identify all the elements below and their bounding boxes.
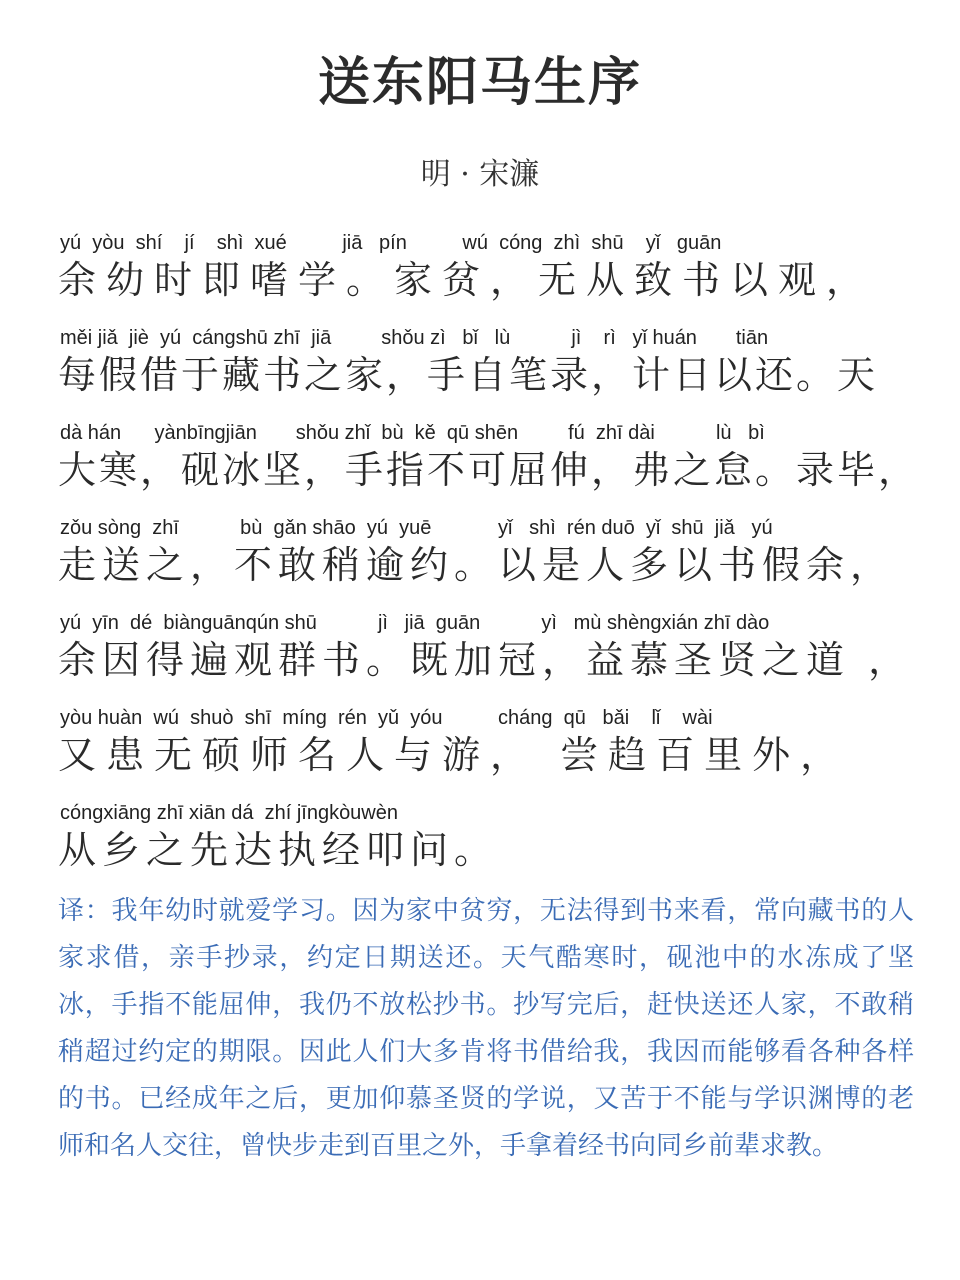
hanzi-line: 走送之，不敢稍逾约。以是人多以书假余，: [58, 543, 895, 587]
hanzi-line: 大寒，砚冰坚，手指不可屈伸，弗之怠。录毕，: [58, 448, 920, 492]
hanzi-line: 每假借于藏书之家，手自笔录，计日以还。天: [58, 353, 879, 397]
pinyin-line: dà hán yànbīngjiān shǒu zhǐ bù kě qū shēn fú zhī dài lù bì: [60, 422, 765, 444]
pinyin-line: yú yīn dé biànguānqún shū jì jiā guān yì mù shèngxián zhī dào: [60, 612, 770, 634]
text-line-3: [58, 418, 920, 513]
pinyin-line: yú yòu shí jí shì xué jiā pín wú cóng zhì shū yǐ guān: [60, 232, 722, 254]
author-line: 明 · 宋濂: [420, 157, 540, 192]
text-line-6: [58, 703, 908, 798]
hanzi-line: 余幼时即嗜学。家贫，无从致书以观，: [58, 258, 875, 302]
original-text: [58, 228, 920, 893]
text-line-2: [58, 323, 908, 418]
pinyin-line: zǒu sòng zhī bù gǎn shāo yú yuē yǐ shì rén duō yǐ shū jiǎ yú: [60, 517, 773, 539]
hanzi-line: 余因得遍观群书。既加冠，益慕圣贤之道 ，: [58, 638, 913, 682]
translation-text: 我年幼时就爱学习。因为家中贫穷，无法得到书来看，常向藏书的人家求借，亲手抄录，约定日期送还。天气酷寒时，砚池中的水冻成了坚冰，手指不能屈伸，我仍不放松抄书。抄写完后，赶快送还人家，不敢稍稍超过约定的期限。因此人们大多肯将书借给我，我因而能够看各种各样的书。已经成年之后，更加仰慕圣贤的学说，又苦于不能与学识渊博的老师和名人交往，曾快步走到百里之外，手拿着经书向同乡前辈求教。: [58, 896, 914, 1161]
text-line-5: [58, 608, 913, 703]
hanzi-line: 从乡之先达执经叩问。: [58, 828, 499, 872]
text-line-7: [58, 798, 908, 893]
page-title: 送东阳马生序: [317, 52, 642, 113]
hanzi-line: 又患无硕师名人与游， 尝趋百里外，: [58, 733, 849, 777]
pinyin-line: yòu huàn wú shuò shī míng rén yǔ yóu cháng qū bǎi lǐ wài: [60, 707, 713, 729]
translation-paragraph: [58, 888, 914, 1170]
text-line-4: [58, 513, 908, 608]
translation-label: 译：: [58, 896, 112, 926]
text-line-1: [58, 228, 908, 323]
pinyin-line: cóngxiāng zhī xiān dá zhí jīngkòuwèn: [60, 802, 398, 824]
pinyin-line: měi jiǎ jiè yú cángshū zhī jiā shǒu zì bǐ lù jì rì yǐ huán tiān: [60, 327, 769, 349]
